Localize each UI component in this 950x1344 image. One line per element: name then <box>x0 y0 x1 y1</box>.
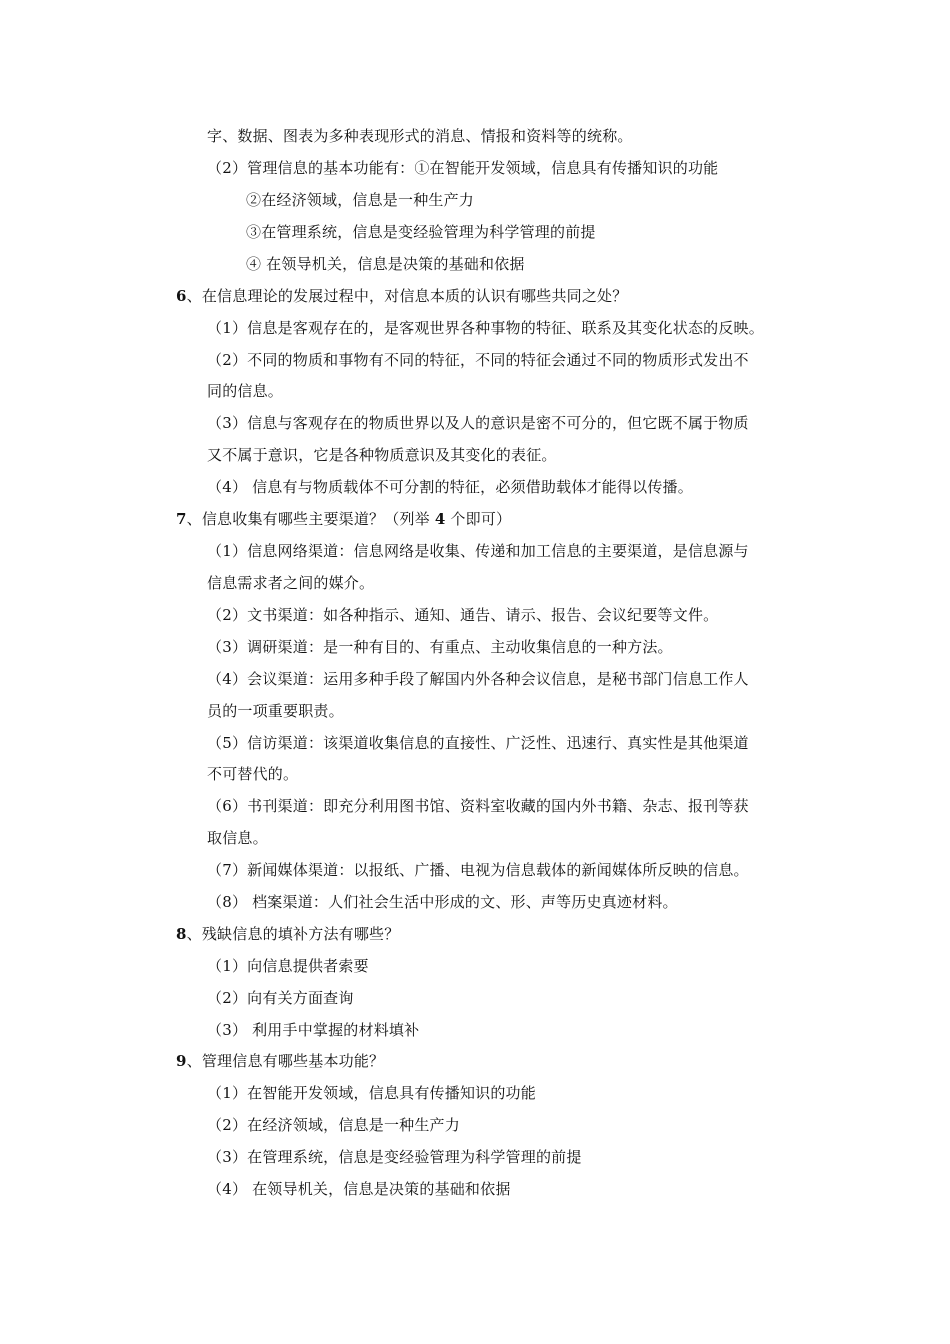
question-text: 、残缺信息的填补方法有哪些？ <box>186 925 400 943</box>
text-line: ②在经济领域，信息是一种生产力 <box>246 191 475 209</box>
answer-line: （4） 信息有与物质载体不可分割的特征，必须借助载体才能得以传播。 <box>207 478 693 496</box>
answer-line: 员的一项重要职责。 <box>207 702 344 720</box>
answer-line: 同的信息。 <box>207 382 284 400</box>
answer-line: （1）信息是客观存在的，是客观世界各种事物的特征、联系及其变化状态的反映。 <box>207 319 764 337</box>
answer-line: （4）会议渠道：运用多种手段了解国内外各种会议信息，是秘书部门信息工作人 <box>207 670 749 688</box>
question-heading-9 <box>176 1051 384 1071</box>
text-line: （2）管理信息的基本功能有：①在智能开发领域，信息具有传播知识的功能 <box>207 159 719 177</box>
question-number: 7 <box>176 510 187 528</box>
answer-line: （3） 利用手中掌握的材料填补 <box>207 1021 420 1039</box>
text-line: 字、数据、图表为多种表现形式的消息、情报和资料等的统称。 <box>207 127 633 145</box>
answer-line: （4） 在领导机关，信息是决策的基础和依据 <box>207 1180 511 1198</box>
answer-line: 信息需求者之间的媒介。 <box>207 574 375 592</box>
question-number: 6 <box>176 287 187 305</box>
answer-line: （3）信息与客观存在的物质世界以及人的意识是密不可分的，但它既不属于物质 <box>207 414 749 432</box>
question-text-suffix: 个即可） <box>445 510 512 528</box>
answer-line: （2）在经济领域，信息是一种生产力 <box>207 1116 460 1134</box>
answer-line: （1）向信息提供者索要 <box>207 957 369 975</box>
answer-line: （2）向有关方面查询 <box>207 989 354 1007</box>
answer-line: 又不属于意识，它是各种物质意识及其变化的表征。 <box>207 446 557 464</box>
question-heading-6 <box>176 286 627 306</box>
text-line: ③在管理系统，信息是变经验管理为科学管理的前提 <box>246 223 596 241</box>
question-count: 4 <box>434 510 446 528</box>
question-heading-7 <box>176 509 511 529</box>
answer-line: （1）在智能开发领域，信息具有传播知识的功能 <box>207 1084 536 1102</box>
text-line: ④ 在领导机关，信息是决策的基础和依据 <box>246 255 525 273</box>
answer-line: （3）调研渠道：是一种有目的、有重点、主动收集信息的一种方法。 <box>207 638 673 656</box>
question-number: 8 <box>176 925 187 943</box>
answer-line: （2）文书渠道：如各种指示、通知、通告、请示、报告、会议纪要等文件。 <box>207 606 719 624</box>
answer-line: 不可替代的。 <box>207 765 299 783</box>
answer-line: 取信息。 <box>207 829 268 847</box>
answer-line: （5）信访渠道：该渠道收集信息的直接性、广泛性、迅速行、真实性是其他渠道 <box>207 734 749 752</box>
question-text: 、管理信息有哪些基本功能？ <box>186 1052 385 1070</box>
question-text: 、在信息理论的发展过程中，对信息本质的认识有哪些共同之处？ <box>186 287 628 305</box>
answer-line: （8） 档案渠道：人们社会生活中形成的文、形、声等历史真迹材料。 <box>207 893 678 911</box>
question-text: 、信息收集有哪些主要渠道？（列举 <box>186 510 435 528</box>
question-number: 9 <box>176 1052 187 1070</box>
answer-line: （6）书刊渠道：即充分利用图书馆、资料室收藏的国内外书籍、杂志、报刊等获 <box>207 797 749 815</box>
question-heading-8 <box>176 924 399 944</box>
answer-line: （7）新闻媒体渠道：以报纸、广播、电视为信息载体的新闻媒体所反映的信息。 <box>207 861 749 879</box>
answer-line: （2）不同的物质和事物有不同的特征，不同的特征会通过不同的物质形式发出不 <box>207 351 749 369</box>
answer-line: （1）信息网络渠道：信息网络是收集、传递和加工信息的主要渠道，是信息源与 <box>207 542 749 560</box>
answer-line: （3）在管理系统，信息是变经验管理为科学管理的前提 <box>207 1148 582 1166</box>
